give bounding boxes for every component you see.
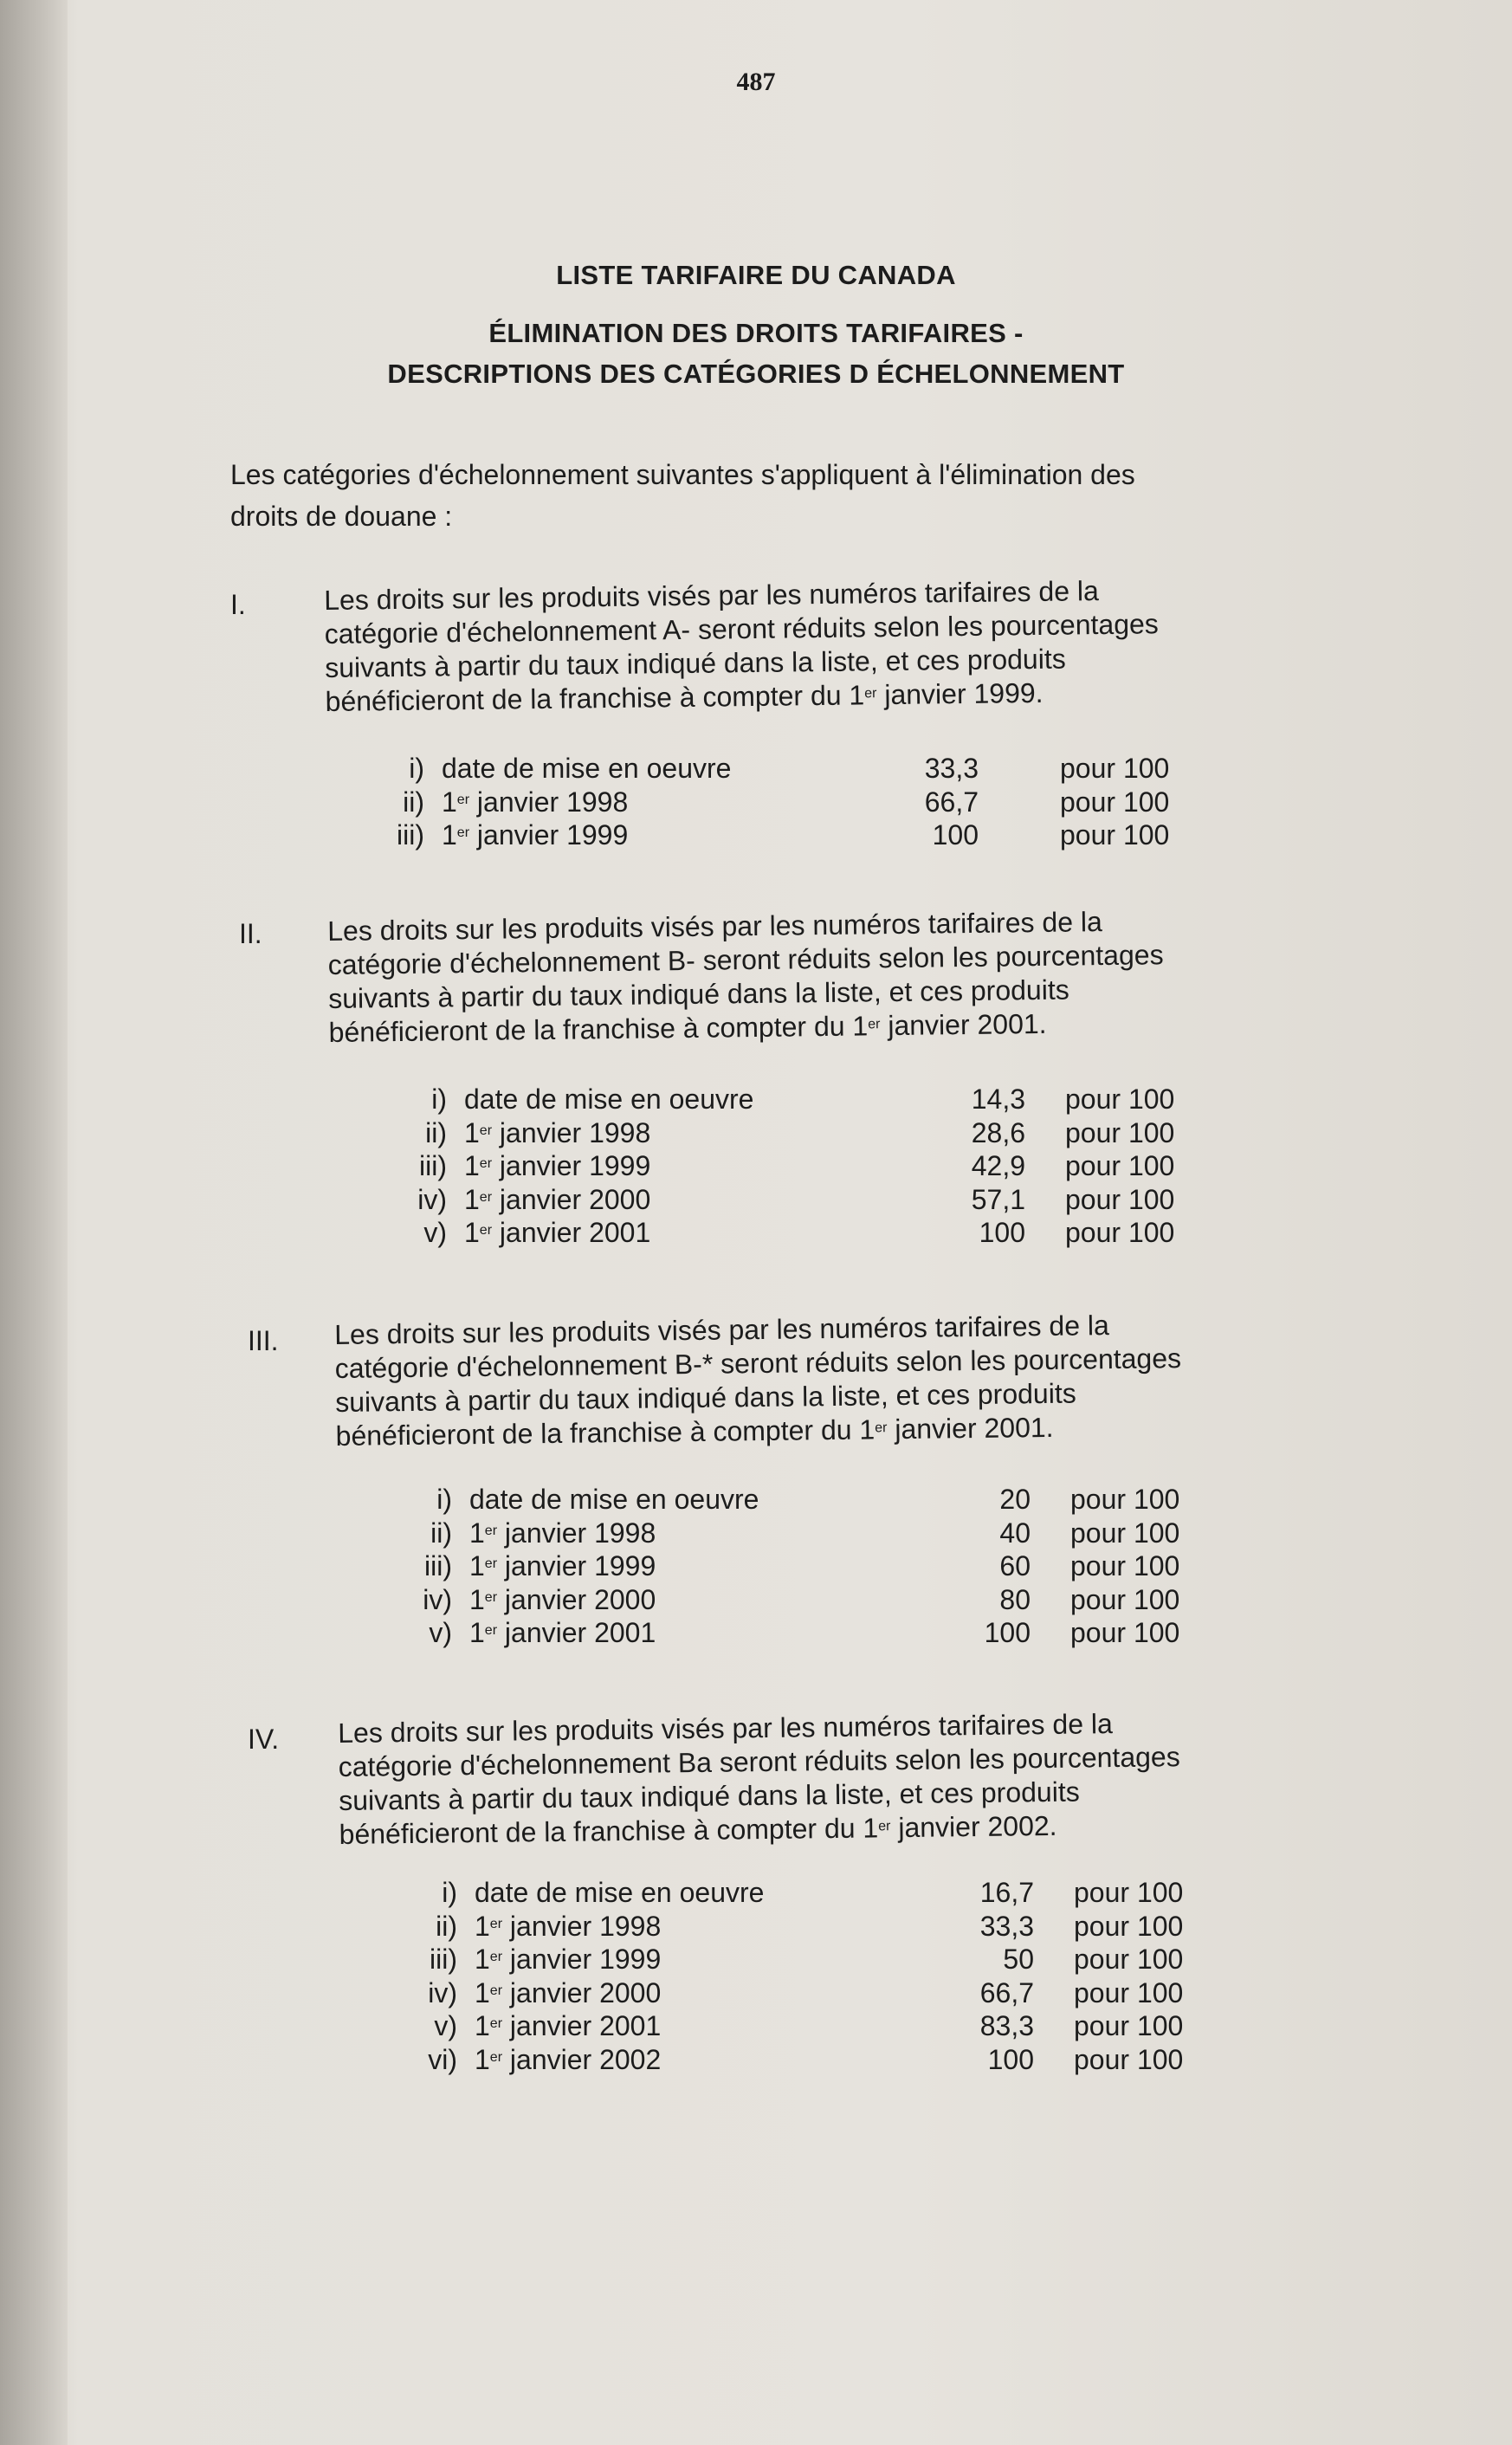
schedule-row-number: ii) (403, 786, 424, 818)
schedule-percentage: 33,3 (979, 1910, 1034, 1942)
schedule-percentage: 100 (979, 1217, 1025, 1248)
schedule-percentage: 20 (999, 1484, 1031, 1515)
schedule-date: 1er janvier 1999 (464, 1150, 651, 1181)
schedule-unit: pour 100 (1065, 1083, 1175, 1115)
schedule-unit: pour 100 (1065, 1183, 1175, 1215)
schedule-unit: pour 100 (1074, 2010, 1184, 2041)
schedule-percentage: 100 (984, 1617, 1031, 1648)
section-paragraph-line: bénéficieront de la franchise à compter du 1er janvier 2001. (328, 1007, 1047, 1048)
schedule-percentage: 60 (999, 1550, 1031, 1581)
schedule-row (412, 1583, 1192, 1617)
schedule-row-number: iv) (417, 1183, 447, 1215)
section-paragraph-line: suivants à partir du taux indiqué dans la liste, et ces produits (324, 643, 1066, 683)
schedule-row (412, 1616, 1192, 1650)
schedule-date: 1er janvier 1999 (469, 1550, 656, 1581)
schedule-row (407, 1183, 1186, 1217)
schedule-row-number: iii) (419, 1150, 447, 1181)
section-paragraph-line: suivants à partir du taux indiqué dans la liste, et ces produits (334, 1377, 1076, 1418)
schedule-percentage: 28,6 (971, 1116, 1025, 1148)
schedule-unit: pour 100 (1074, 1877, 1184, 1908)
schedule-row-number: vi) (428, 2043, 457, 2075)
schedule-unit: pour 100 (1070, 1484, 1180, 1515)
schedule-unit: pour 100 (1060, 819, 1170, 851)
section-paragraph-line: suivants à partir du taux indiqué dans la liste, et ces produits (338, 1776, 1080, 1816)
section-numeral: I. (230, 589, 246, 620)
schedule-row-number: iii) (397, 819, 424, 851)
schedule-row-number: iv) (428, 1976, 457, 2008)
schedule-percentage: 33,3 (924, 753, 979, 784)
reduction-schedule (417, 1876, 1197, 2076)
schedule-row (407, 1216, 1186, 1250)
schedule-unit: pour 100 (1065, 1150, 1175, 1181)
section-paragraph-line: catégorie d'échelonnement Ba seront réduits selon les pourcentages (338, 1741, 1180, 1782)
document-subtitle-line-2: DESCRIPTIONS DES CATÉGORIES D ÉCHELONNEMENT (387, 359, 1125, 389)
schedule-unit: pour 100 (1070, 1517, 1180, 1549)
schedule-row (417, 2009, 1197, 2043)
schedule-row (412, 1483, 1192, 1517)
schedule-row-number: v) (434, 2010, 457, 2041)
intro-line: Les catégories d'échelonnement suivantes s'appliquent à l'élimination des (230, 459, 1135, 490)
section-paragraph-line: Les droits sur les produits visés par les numéros tarifaires de la (327, 906, 1102, 947)
intro-paragraph (230, 454, 1287, 537)
schedule-percentage: 80 (999, 1583, 1031, 1615)
reduction-schedule (407, 1083, 1186, 1250)
section-paragraph (334, 1308, 1182, 1453)
schedule-row (412, 1549, 1192, 1583)
schedule-row (417, 1943, 1197, 1976)
schedule-date: 1er janvier 2001 (464, 1217, 651, 1248)
schedule-percentage: 14,3 (971, 1083, 1025, 1115)
section-numeral: II. (239, 918, 262, 949)
schedule-row (417, 1910, 1197, 1944)
section-paragraph-line: suivants à partir du taux indiqué dans la liste, et ces produits (327, 973, 1069, 1014)
section-numeral: IV. (248, 1724, 280, 1755)
schedule-unit: pour 100 (1074, 1944, 1184, 1975)
schedule-unit: pour 100 (1070, 1617, 1180, 1648)
section-numeral: III. (248, 1325, 279, 1356)
schedule-row (417, 1876, 1197, 1910)
schedule-row (417, 2043, 1197, 2077)
section-paragraph (338, 1706, 1181, 1852)
schedule-date: 1er janvier 1998 (442, 786, 629, 818)
schedule-row-number: iv) (423, 1583, 452, 1615)
schedule-date: date de mise en oeuvre (464, 1083, 754, 1115)
schedule-row-number: iii) (424, 1550, 452, 1581)
schedule-percentage: 57,1 (971, 1183, 1025, 1215)
schedule-date: 1er janvier 2001 (475, 2010, 662, 2041)
schedule-percentage: 83,3 (979, 2010, 1034, 2041)
schedule-date: 1er janvier 1998 (475, 1910, 662, 1942)
schedule-unit: pour 100 (1070, 1550, 1180, 1581)
section-paragraph (324, 573, 1160, 719)
schedule-row (407, 1083, 1186, 1116)
schedule-unit: pour 100 (1065, 1217, 1175, 1248)
schedule-percentage: 66,7 (979, 1976, 1034, 2008)
schedule-row-number: i) (431, 1083, 447, 1115)
schedule-unit: pour 100 (1074, 2043, 1184, 2075)
schedule-row-number: i) (436, 1484, 452, 1515)
schedule-date: 1er janvier 1998 (464, 1116, 651, 1148)
schedule-row-number: v) (429, 1617, 452, 1648)
schedule-row-number: ii) (430, 1517, 452, 1549)
schedule-percentage: 42,9 (971, 1150, 1025, 1181)
section-paragraph-line: bénéficieront de la franchise à compter du 1er janvier 2001. (335, 1411, 1054, 1452)
schedule-date: 1er janvier 1999 (442, 819, 629, 851)
schedule-row-number: i) (442, 1877, 457, 1908)
schedule-percentage: 40 (999, 1517, 1031, 1549)
section-paragraph-line: catégorie d'échelonnement B- seront réduits selon les pourcentages (327, 939, 1164, 980)
intro-line: droits de douane : (230, 501, 453, 532)
schedule-percentage: 66,7 (924, 786, 979, 818)
schedule-row-number: i) (409, 753, 424, 784)
schedule-row (417, 1976, 1197, 2010)
document-title: LISTE TARIFAIRE DU CANADA (556, 260, 956, 290)
section-paragraph-line: catégorie d'échelonnement B-* seront réduits selon les pourcentages (334, 1342, 1182, 1384)
document-subtitle-line-1: ÉLIMINATION DES DROITS TARIFAIRES - (488, 318, 1024, 348)
section-paragraph-line: bénéficieront de la franchise à compter du 1er janvier 2002. (339, 1809, 1057, 1850)
schedule-date: 1er janvier 2000 (475, 1976, 662, 2008)
schedule-percentage: 100 (987, 2043, 1034, 2075)
section-paragraph-line: Les droits sur les produits visés par les numéros tarifaires de la (338, 1708, 1113, 1749)
section-paragraph (327, 904, 1165, 1050)
page-number: 487 (736, 68, 776, 96)
section-paragraph-line: catégorie d'échelonnement A- seront réduits selon les pourcentages (324, 608, 1160, 650)
schedule-row (407, 1116, 1186, 1150)
schedule-row (384, 786, 1170, 819)
schedule-date: 1er janvier 1999 (475, 1944, 662, 1975)
schedule-row (384, 752, 1170, 786)
schedule-date: 1er janvier 2002 (475, 2043, 662, 2075)
schedule-unit: pour 100 (1065, 1116, 1175, 1148)
section-paragraph-line: bénéficieront de la franchise à compter du 1er janvier 1999. (325, 676, 1044, 717)
section-paragraph-line: Les droits sur les produits visés par les numéros tarifaires de la (324, 575, 1099, 616)
schedule-row-number: v) (423, 1217, 447, 1248)
section-paragraph-line: Les droits sur les produits visés par les numéros tarifaires de la (334, 1310, 1109, 1350)
schedule-unit: pour 100 (1070, 1583, 1180, 1615)
schedule-unit: pour 100 (1060, 786, 1170, 818)
schedule-date: date de mise en oeuvre (442, 753, 732, 784)
schedule-row-number: iii) (430, 1944, 457, 1975)
reduction-schedule (412, 1483, 1192, 1650)
schedule-date: 1er janvier 2001 (469, 1617, 656, 1648)
schedule-row (384, 818, 1170, 852)
schedule-row-number: ii) (425, 1116, 447, 1148)
schedule-row-number: ii) (436, 1910, 457, 1942)
schedule-date: date de mise en oeuvre (475, 1877, 765, 1908)
schedule-row (407, 1149, 1186, 1183)
schedule-date: 1er janvier 2000 (464, 1183, 651, 1215)
schedule-date: 1er janvier 2000 (469, 1583, 656, 1615)
reduction-schedule (384, 752, 1170, 852)
schedule-percentage: 16,7 (979, 1877, 1034, 1908)
schedule-unit: pour 100 (1074, 1910, 1184, 1942)
schedule-percentage: 50 (1003, 1944, 1034, 1975)
schedule-date: 1er janvier 1998 (469, 1517, 656, 1549)
schedule-unit: pour 100 (1074, 1976, 1184, 2008)
schedule-percentage: 100 (932, 819, 979, 851)
schedule-unit: pour 100 (1060, 753, 1170, 784)
schedule-date: date de mise en oeuvre (469, 1484, 759, 1515)
schedule-row (412, 1517, 1192, 1550)
